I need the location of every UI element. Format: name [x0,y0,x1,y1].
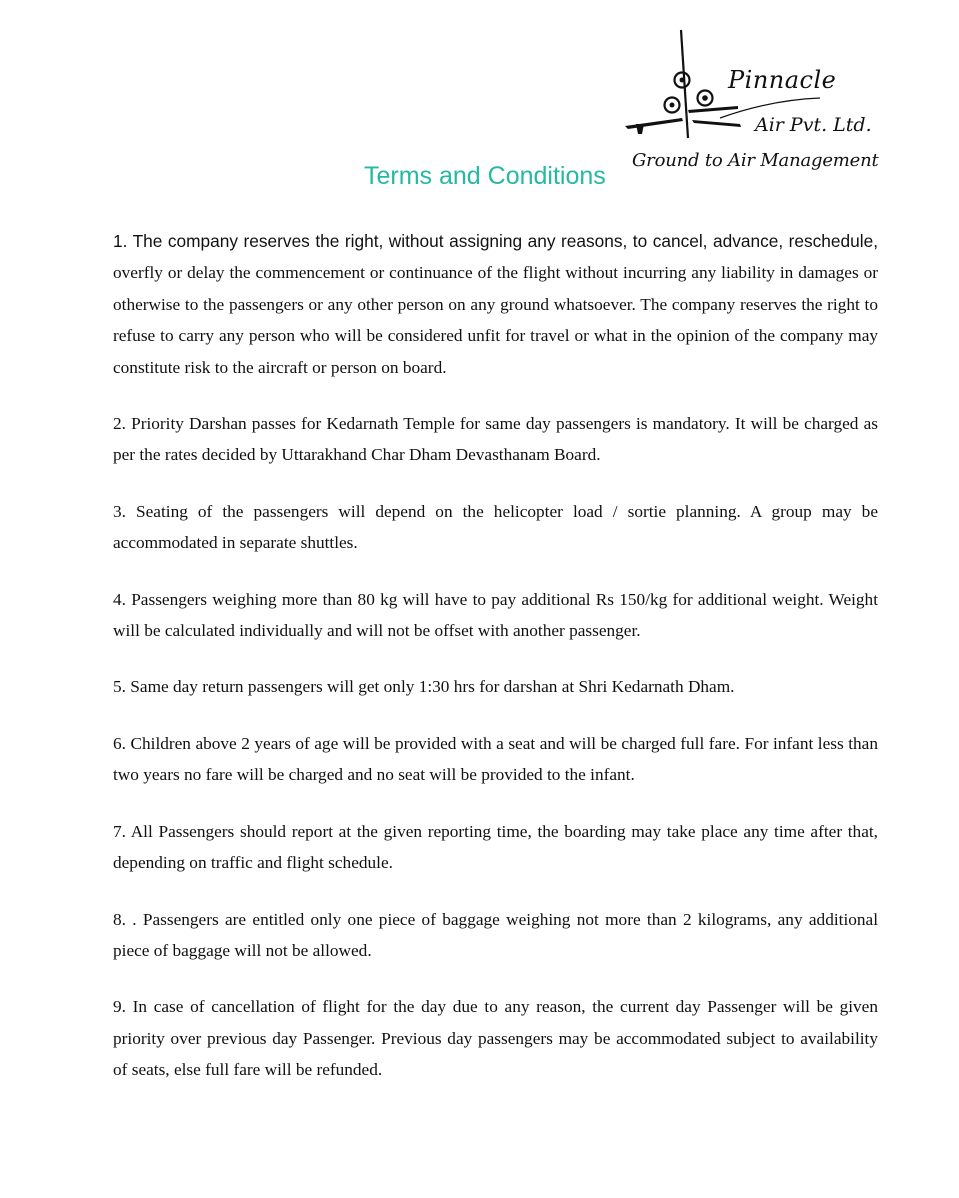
term-item-3: 3. Seating of the passengers will depend on the helicopter load / sortie planning. A group may be accommodated in separate shuttles. [113,501,878,553]
page-title: Terms and Conditions [364,162,606,190]
term-1-lead: 1. The company reserves the right, without assigning any reasons, to cancel, advance, reschedule, [113,231,878,251]
term-item-5: 5. Same day return passengers will get only 1:30 hrs for darshan at Shri Kedarnath Dham. [113,677,735,697]
term-item-4: 4. Passengers weighing more than 80 kg will have to pay additional Rs 150/kg for additional weight. Weight will be calculated individually and will not be offset with another passenger. [113,589,878,641]
terms-list [113,226,878,1111]
logo-company-name: Pinnacle [728,66,837,94]
term-item-2: 2. Priority Darshan passes for Kedarnath Temple for same day passengers is mandatory. It will be charged as per the rates decided by Uttarakhand Char Dham Devasthanam Board. [113,414,878,465]
logo-company-suffix: Air Pvt. Ltd. [755,114,872,136]
term-item-7: 7. All Passengers should report at the given reporting time, the boarding may take place any time after that, depending on traffic and flight schedule. [113,821,878,873]
term-item-1 [113,226,878,383]
term-item-9: 9. In case of cancellation of flight for the day due to any reason, the current day Passenger will be given priority over previous day Passenger. Previous day passengers may be accommodated subject to availability of seats, else full fare will be refunded. [113,997,878,1080]
company-logo [620,28,890,188]
term-1-text: overfly or delay the commencement or continuance of the flight without incurring any liability in damages or otherwise to the passengers or any other person on any ground whatsoever. The company reserves the right to refuse to carry any person who will be considered unfit for travel or what in the opinion of the company may constitute risk to the aircraft or person on board. [113,263,878,377]
term-item-8: 8. . Passengers are entitled only one piece of baggage weighing not more than 2 kilograms, any additional piece of baggage will not be allowed. [113,909,878,960]
logo-tagline: Ground to Air Management [632,150,879,171]
term-item-6: 6. Children above 2 years of age will be provided with a seat and will be charged full fare. For infant less than two years no fare will be charged and no seat will be provided to the infant. [113,733,878,785]
